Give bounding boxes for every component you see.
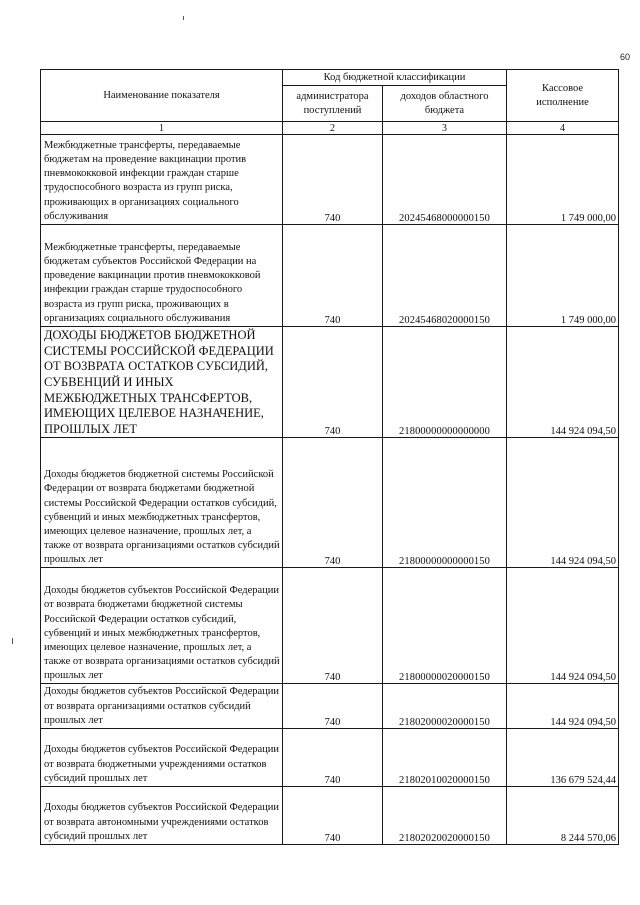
revenue-code: 20245468000000150: [383, 135, 507, 225]
administrator-code: 740: [283, 327, 383, 438]
table-row: [41, 438, 619, 568]
revenue-code: 21800000000000000: [383, 327, 507, 438]
cash-execution-amount: 8 244 570,06: [507, 786, 619, 844]
indicator-name: Доходы бюджетов субъектов Российской Федерации от возврата автономными учреждениями остатков субсидий прошлых лет: [41, 786, 283, 844]
table-row: [41, 786, 619, 844]
scan-speck: [12, 638, 13, 644]
administrator-code: 740: [283, 786, 383, 844]
table-row: [41, 135, 619, 225]
revenue-code: 21802000020000150: [383, 684, 507, 729]
indicator-name: Межбюджетные трансферты, передаваемые бюджетам на проведение вакцинации против пневмококковой инфекции граждан старше трудоспособного возраста из групп риска, проживающих в организациях социального обслуживания: [41, 135, 283, 225]
administrator-code: 740: [283, 225, 383, 327]
administrator-code: 740: [283, 728, 383, 786]
indicator-name: Межбюджетные трансферты, передаваемые бюджетам субъектов Российской Федерации на проведение вакцинации против пневмококковой инфекции граждан старше трудоспособного возраста из групп риска, проживающих в организациях социального обслуживания: [41, 225, 283, 327]
column-number: 4: [507, 122, 619, 135]
cash-execution-amount: 144 924 094,50: [507, 684, 619, 729]
indicator-name: Доходы бюджетов субъектов Российской Федерации от возврата бюджетными учреждениями остатков субсидий прошлых лет: [41, 728, 283, 786]
table-row: [41, 684, 619, 729]
column-number: 3: [383, 122, 507, 135]
budget-execution-table: [40, 69, 619, 845]
table-row: [41, 568, 619, 684]
cash-execution-amount: 144 924 094,50: [507, 327, 619, 438]
page-number: 60: [619, 52, 630, 62]
indicator-name: Доходы бюджетов субъектов Российской Федерации от возврата бюджетами бюджетной системы Российской Федерации остатков субсидий, субвенций и иных межбюджетных трансфертов, имеющих целевое назначение, прошлых лет, а также от возврата организациями остатков субсидий прошлых лет: [41, 568, 283, 684]
administrator-code: 740: [283, 568, 383, 684]
header-revenue: доходов областного бюджета: [383, 86, 507, 122]
header-administrator: администратора поступлений: [283, 86, 383, 122]
cash-execution-amount: 144 924 094,50: [507, 568, 619, 684]
indicator-name: ДОХОДЫ БЮДЖЕТОВ БЮДЖЕТНОЙ СИСТЕМЫ РОССИЙСКОЙ ФЕДЕРАЦИИ ОТ ВОЗВРАТА ОСТАТКОВ СУБСИДИЙ, СУБВЕНЦИЙ И ИНЫХ МЕЖБЮДЖЕТНЫХ ТРАНСФЕРТОВ, ИМЕЮЩИХ ЦЕЛЕВОЕ НАЗНАЧЕНИЕ, ПРОШЛЫХ ЛЕТ: [41, 327, 283, 438]
header-execution: Кассовое исполнение: [507, 70, 619, 122]
revenue-code: 21800000020000150: [383, 568, 507, 684]
administrator-code: 740: [283, 135, 383, 225]
column-number: 1: [41, 122, 283, 135]
cash-execution-amount: 1 749 000,00: [507, 225, 619, 327]
table-row: [41, 327, 619, 438]
indicator-name: Доходы бюджетов бюджетной системы Российской Федерации от возврата бюджетами бюджетной системы Российской Федерации остатков субсидий, субвенций и иных межбюджетных трансфертов, имеющих целевое назначение, прошлых лет, а также от возврата организациями остатков субсидий прошлых лет: [41, 438, 283, 568]
table-row: [41, 728, 619, 786]
header-name: Наименование показателя: [41, 70, 283, 122]
scan-speck: [183, 16, 184, 20]
column-number: 2: [283, 122, 383, 135]
administrator-code: 740: [283, 438, 383, 568]
revenue-code: 21802010020000150: [383, 728, 507, 786]
administrator-code: 740: [283, 684, 383, 729]
header-classification-group: Код бюджетной классификации: [283, 70, 507, 86]
revenue-code: 21802020020000150: [383, 786, 507, 844]
indicator-name: Доходы бюджетов субъектов Российской Федерации от возврата организациями остатков субсидий прошлых лет: [41, 684, 283, 729]
table-row: [41, 225, 619, 327]
revenue-code: 20245468020000150: [383, 225, 507, 327]
cash-execution-amount: 1 749 000,00: [507, 135, 619, 225]
revenue-code: 21800000000000150: [383, 438, 507, 568]
cash-execution-amount: 136 679 524,44: [507, 728, 619, 786]
cash-execution-amount: 144 924 094,50: [507, 438, 619, 568]
